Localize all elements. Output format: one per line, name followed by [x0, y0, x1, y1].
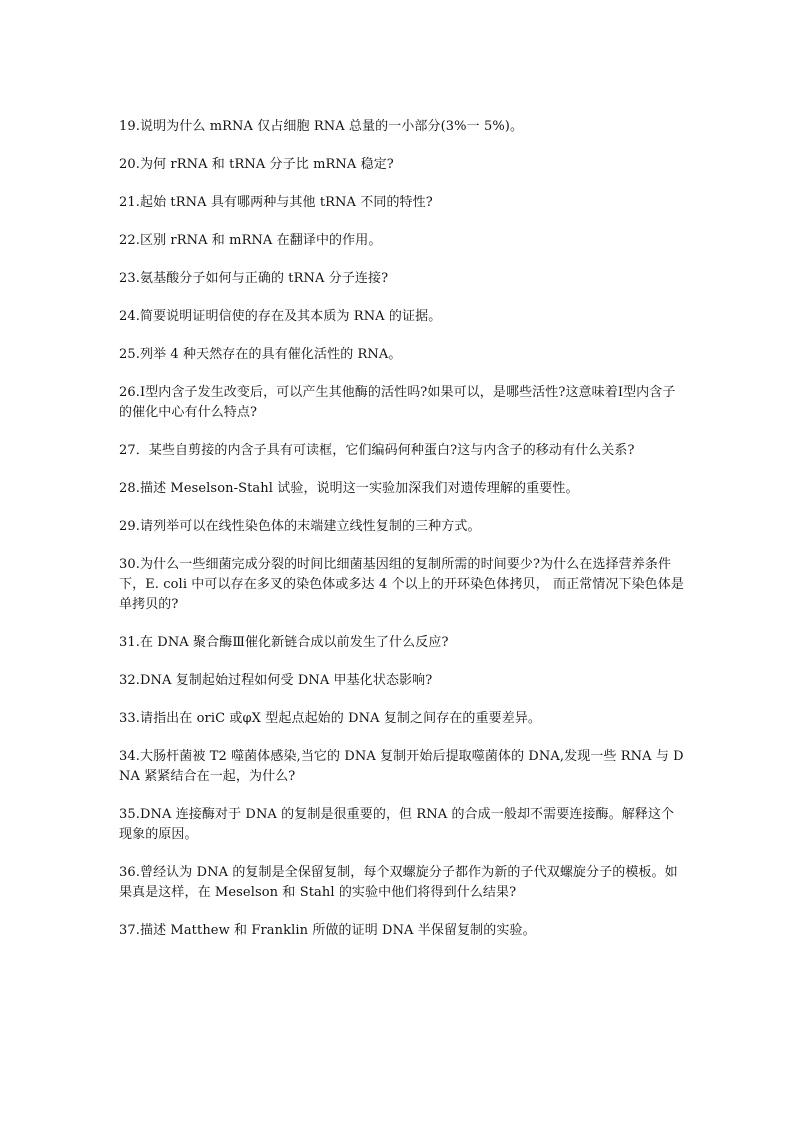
- question-20: 20.为何 rRNA 和 tRNA 分子比 mRNA 稳定?: [119, 157, 394, 172]
- question-29: 29.请列举可以在线性染色体的末端建立线性复制的三种方式。: [119, 519, 481, 534]
- question-list: [119, 117, 685, 959]
- question-21: 21.起始 tRNA 具有哪两种与其他 tRNA 不同的特性?: [119, 195, 433, 210]
- question-22: 22.区别 rRNA 和 mRNA 在翻译中的作用。: [119, 233, 382, 248]
- question-35: 35.DNA 连接酶对于 DNA 的复制是很重要的，但 RNA 的合成一般却不需要连接酶。解释这个现象的原因。: [119, 807, 675, 842]
- question-36: 36.曾经认为 DNA 的复制是全保留复制，每个双螺旋分子都作为新的子代双螺旋分子的模板。如果真是这样，在 Meselson 和 Stahl 的实验中他们将得到什么结果?: [119, 865, 678, 900]
- question-24: 24.简要说明证明信使的存在及其本质为 RNA 的证据。: [119, 309, 442, 324]
- question-19: 19.说明为什么 mRNA 仅占细胞 RNA 总量的一小部分(3%一 5%)。: [119, 119, 524, 134]
- question-31: 31.在 DNA 聚合酶Ⅲ催化新链合成以前发生了什么反应?: [119, 635, 449, 650]
- question-32: 32.DNA 复制起始过程如何受 DNA 甲基化状态影响?: [119, 673, 433, 688]
- question-26: 26.Ⅰ型内含子发生改变后，可以产生其他酶的活性吗?如果可以，是哪些活性?这意味着Ⅰ型内含子的催化中心有什么特点?: [119, 385, 676, 420]
- question-25: 25.列举 4 种天然存在的具有催化活性的 RNA。: [119, 347, 402, 362]
- question-37: 37.描述 Matthew 和 Franklin 所做的证明 DNA 半保留复制的实验。: [119, 923, 536, 938]
- question-33: 33.请指出在 oriC 或φX 型起点起始的 DNA 复制之间存在的重要差异。: [119, 711, 542, 726]
- question-34: 34.大肠杆菌被 T2 噬菌体感染,当它的 DNA 复制开始后提取噬菌体的 DNA,发现一些 RNA 与 DNA 紧紧结合在一起，为什么?: [119, 749, 684, 784]
- question-23: 23.氨基酸分子如何与正确的 tRNA 分子连接?: [119, 271, 389, 286]
- question-28: 28.描述 Meselson-Stahl 试验，说明这一实验加深我们对遗传理解的重要性。: [119, 481, 579, 496]
- question-27: 27．某些自剪接的内含子具有可读框，它们编码何种蛋白?这与内含子的移动有什么关系?: [119, 443, 635, 458]
- question-30: 30.为什么一些细菌完成分裂的时间比细菌基因组的复制所需的时间要少?为什么在选择营养条件下，E. coli 中可以存在多叉的染色体或多达 4 个以上的开环染色体拷贝， 而正常情况下染色体是单拷贝的?: [119, 557, 684, 612]
